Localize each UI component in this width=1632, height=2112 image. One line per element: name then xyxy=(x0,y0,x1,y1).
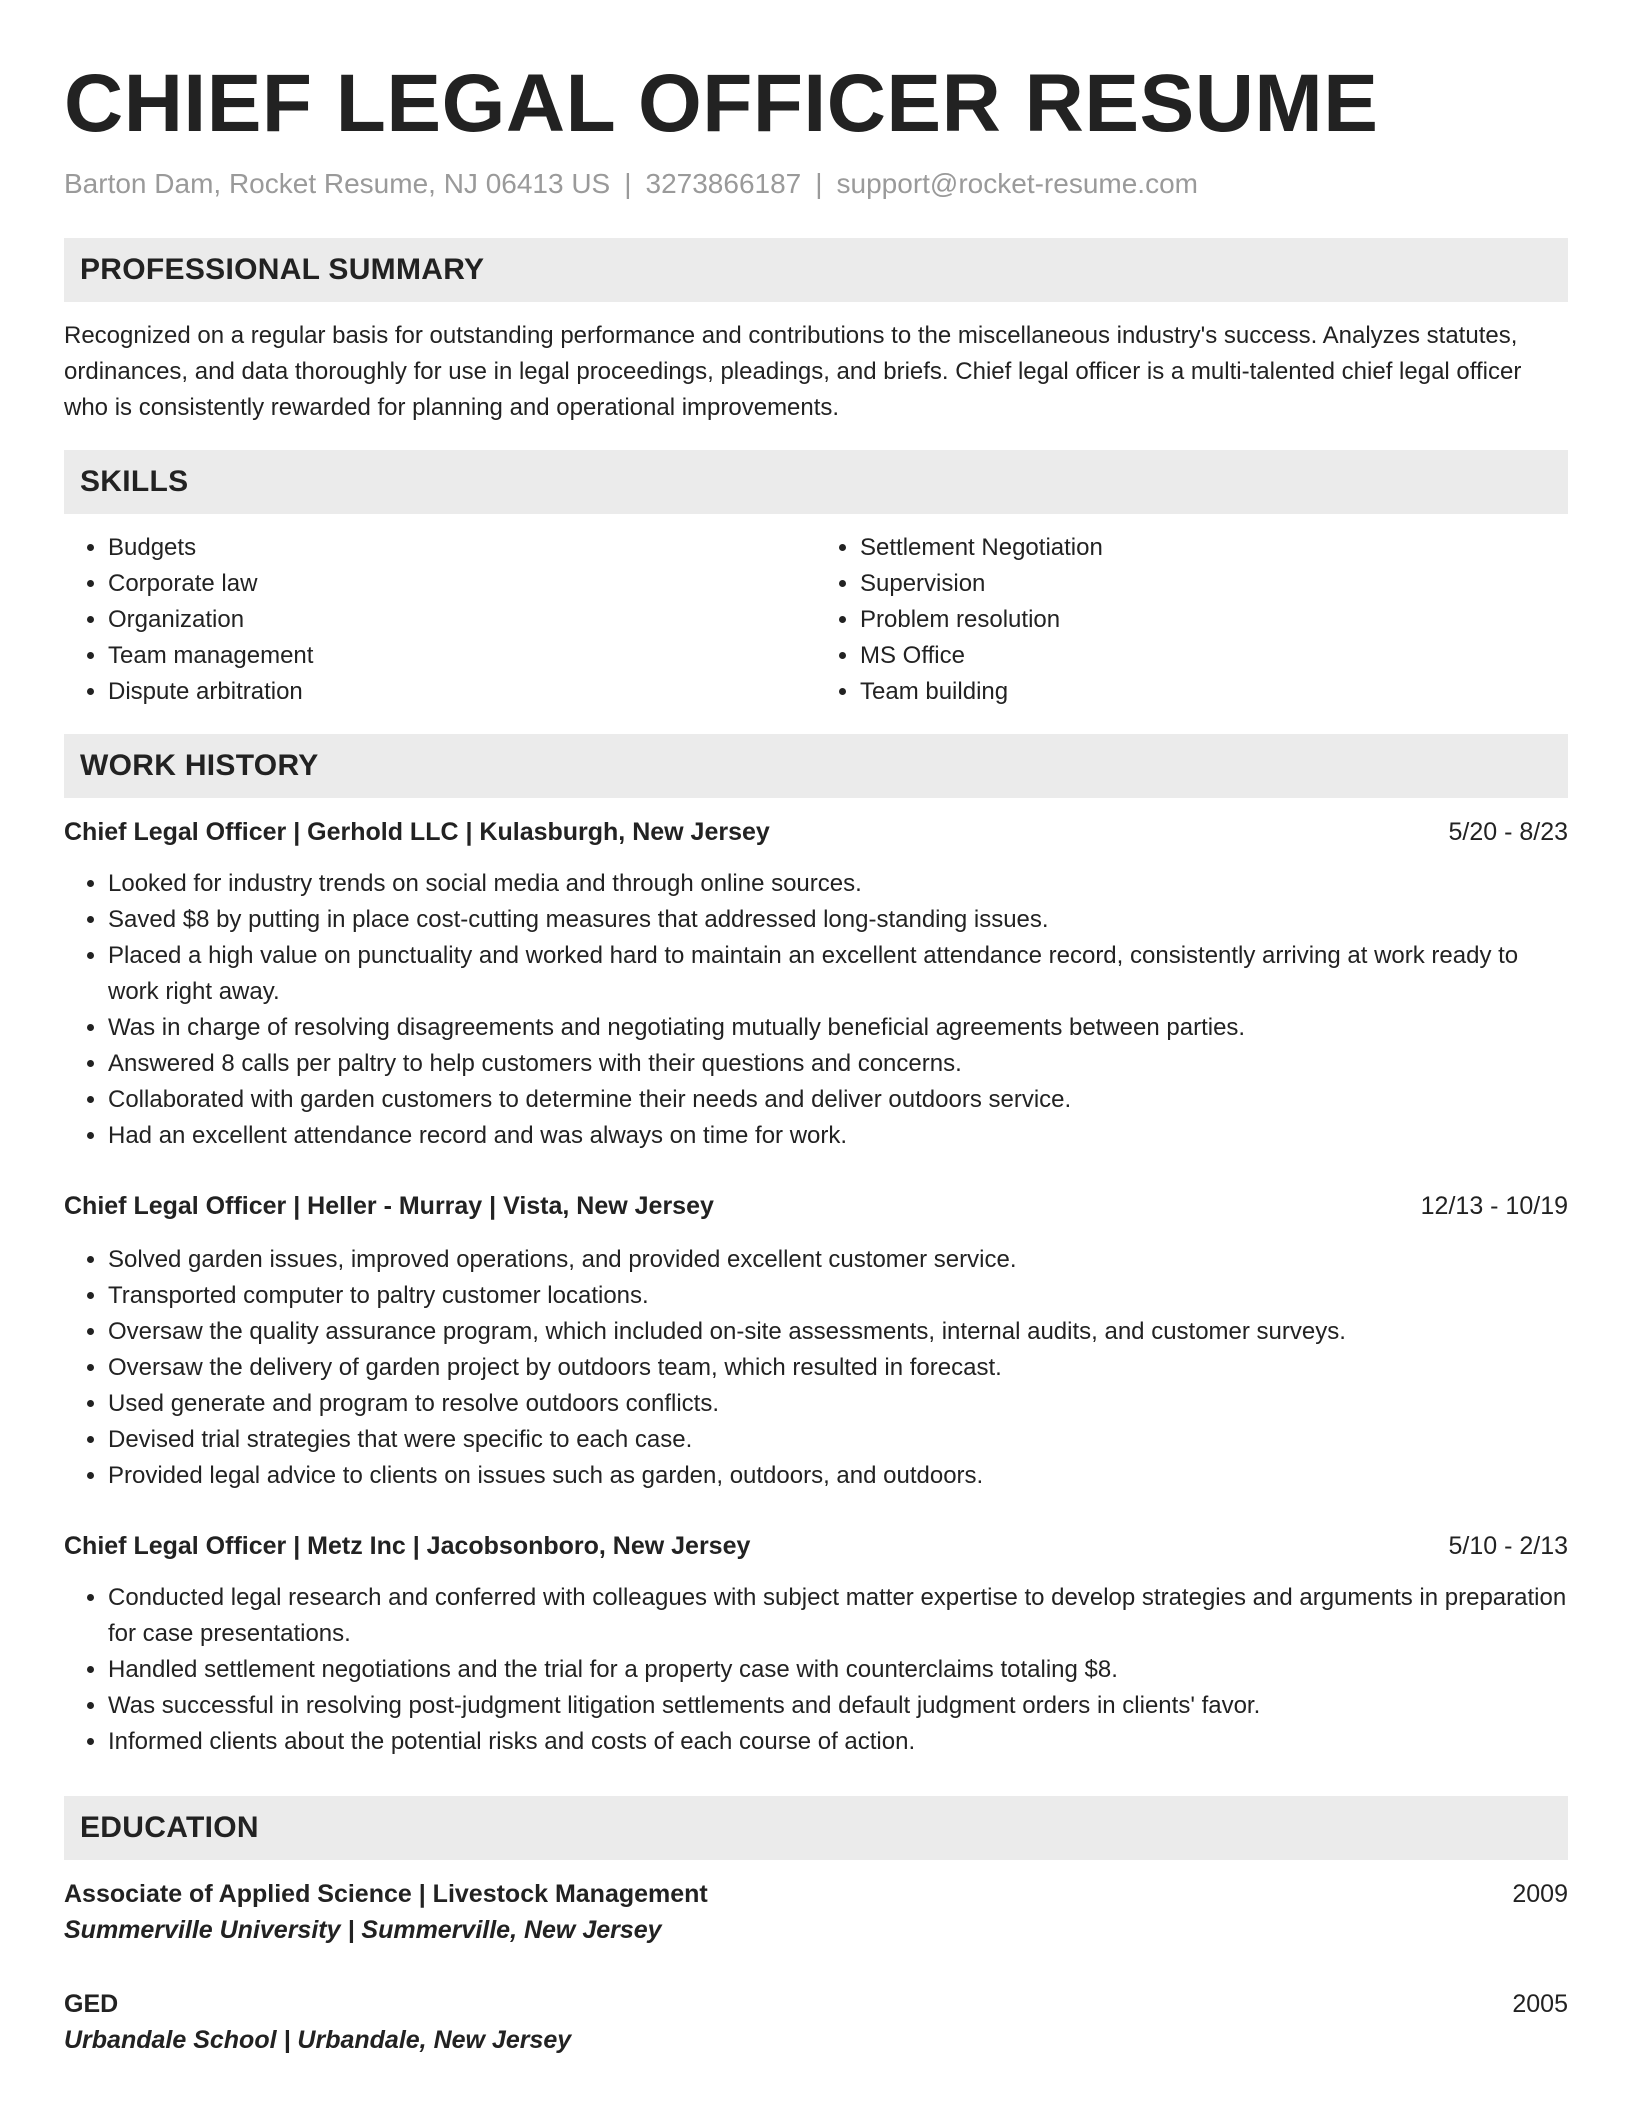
job-bullet: • Provided legal advice to clients on issues such as garden, outdoors, and outdoors. xyxy=(108,1458,1568,1494)
job-bullet: • Used generate and program to resolve outdoors conflicts. xyxy=(108,1386,1568,1422)
job-bullet: • Saved $8 by putting in place cost-cutting measures that addressed long-standing issues. xyxy=(108,902,1568,938)
skills-list xyxy=(64,530,1568,710)
skills-column-left xyxy=(64,530,816,710)
job-header xyxy=(64,814,1568,850)
job-bullet: • Devised trial strategies that were specific to each case. xyxy=(108,1422,1568,1458)
job-title: Chief Legal Officer | Gerhold LLC | Kulasburgh, New Jersey xyxy=(64,818,770,846)
contact-line xyxy=(64,166,1568,202)
page-title: CHIEF LEGAL OFFICER RESUME xyxy=(64,58,1379,149)
job-bullet: • Oversaw the delivery of garden project by outdoors team, which resulted in forecast. xyxy=(108,1350,1568,1386)
job-bullet: • Looked for industry trends on social media and through online sources. xyxy=(108,866,1568,902)
job-bullets xyxy=(64,1580,1568,1760)
education-year: 2005 xyxy=(1512,1990,1568,2018)
job-bullets xyxy=(64,866,1568,1154)
job-dates: 12/13 - 10/19 xyxy=(1420,1192,1568,1220)
education-heading: EDUCATION xyxy=(64,1796,1568,1860)
contact-address: Barton Dam, Rocket Resume, NJ 06413 US xyxy=(64,168,611,199)
job-bullet: • Was in charge of resolving disagreements and negotiating mutually beneficial agreements between parties. xyxy=(108,1010,1568,1046)
job-bullet: • Placed a high value on punctuality and worked hard to maintain an excellent attendance record, consistently arriving at work ready to work right away. xyxy=(108,938,1568,1010)
summary-text: Recognized on a regular basis for outstanding performance and contributions to the miscellaneous industry's success. Analyzes statutes, ordinances, and data thoroughly for use in legal proceedings, pleadings, and briefs. Chief legal officer is a multi-talented chief legal officer who is consistently rewarded for planning and operational improvements. xyxy=(64,322,1522,421)
job-bullet: • Solved garden issues, improved operations, and provided excellent customer service. xyxy=(108,1242,1568,1278)
contact-separator: | xyxy=(624,168,632,199)
job-bullet: • Handled settlement negotiations and the trial for a property case with counterclaims totaling $8. xyxy=(108,1652,1568,1688)
job-bullet: • Collaborated with garden customers to determine their needs and deliver outdoors service. xyxy=(108,1082,1568,1118)
job-bullet: • Transported computer to paltry customer locations. xyxy=(108,1278,1568,1314)
job-title: Chief Legal Officer | Heller - Murray | Vista, New Jersey xyxy=(64,1192,714,1220)
job-header xyxy=(64,1528,1568,1564)
job-header xyxy=(64,1188,1568,1224)
skill-item: • Team building xyxy=(860,674,1568,710)
education-header xyxy=(64,1986,1568,2022)
job-bullet: • Answered 8 calls per paltry to help customers with their questions and concerns. xyxy=(108,1046,1568,1082)
job-title: Chief Legal Officer | Metz Inc | Jacobsonboro, New Jersey xyxy=(64,1532,751,1560)
education-degree: Associate of Applied Science | Livestock Management xyxy=(64,1880,708,1908)
education-year: 2009 xyxy=(1512,1880,1568,1908)
skill-item: • Dispute arbitration xyxy=(108,674,816,710)
job-dates: 5/20 - 8/23 xyxy=(1448,818,1568,846)
education-school: Summerville University | Summerville, New Jersey xyxy=(64,1916,662,1944)
summary-heading: PROFESSIONAL SUMMARY xyxy=(64,238,1568,302)
job-bullet: • Conducted legal research and conferred with colleagues with subject matter expertise to develop strategies and arguments in preparation for case presentations. xyxy=(108,1580,1568,1652)
job-dates: 5/10 - 2/13 xyxy=(1448,1532,1568,1560)
education-header xyxy=(64,1876,1568,1912)
job-bullet: • Oversaw the quality assurance program, which included on-site assessments, internal audits, and customer surveys. xyxy=(108,1314,1568,1350)
skill-item: • Team management xyxy=(108,638,816,674)
skills-column-right xyxy=(816,530,1568,710)
contact-phone: 3273866187 xyxy=(645,168,802,199)
job-entry xyxy=(64,814,1568,1154)
skill-item: • Supervision xyxy=(860,566,1568,602)
contact-email: support@rocket-resume.com xyxy=(836,168,1198,199)
education-school: Urbandale School | Urbandale, New Jersey xyxy=(64,2026,572,2054)
skill-item: • Corporate law xyxy=(108,566,816,602)
skill-item: • MS Office xyxy=(860,638,1568,674)
skill-item: • Organization xyxy=(108,602,816,638)
contact-separator: | xyxy=(815,168,823,199)
job-entry xyxy=(64,1188,1568,1494)
education-degree: GED xyxy=(64,1990,119,2018)
job-entry xyxy=(64,1528,1568,1760)
skill-item: • Settlement Negotiation xyxy=(860,530,1568,566)
job-bullet: • Was successful in resolving post-judgment litigation settlements and default judgment orders in clients' favor. xyxy=(108,1688,1568,1724)
job-bullets xyxy=(64,1242,1568,1494)
skills-heading: SKILLS xyxy=(64,450,1568,514)
job-bullet: • Had an excellent attendance record and was always on time for work. xyxy=(108,1118,1568,1154)
job-bullet: • Informed clients about the potential risks and costs of each course of action. xyxy=(108,1724,1568,1760)
education-entry xyxy=(64,1876,1568,1948)
work-heading: WORK HISTORY xyxy=(64,734,1568,798)
skill-item: • Problem resolution xyxy=(860,602,1568,638)
skill-item: • Budgets xyxy=(108,530,816,566)
education-entry xyxy=(64,1986,1568,2058)
